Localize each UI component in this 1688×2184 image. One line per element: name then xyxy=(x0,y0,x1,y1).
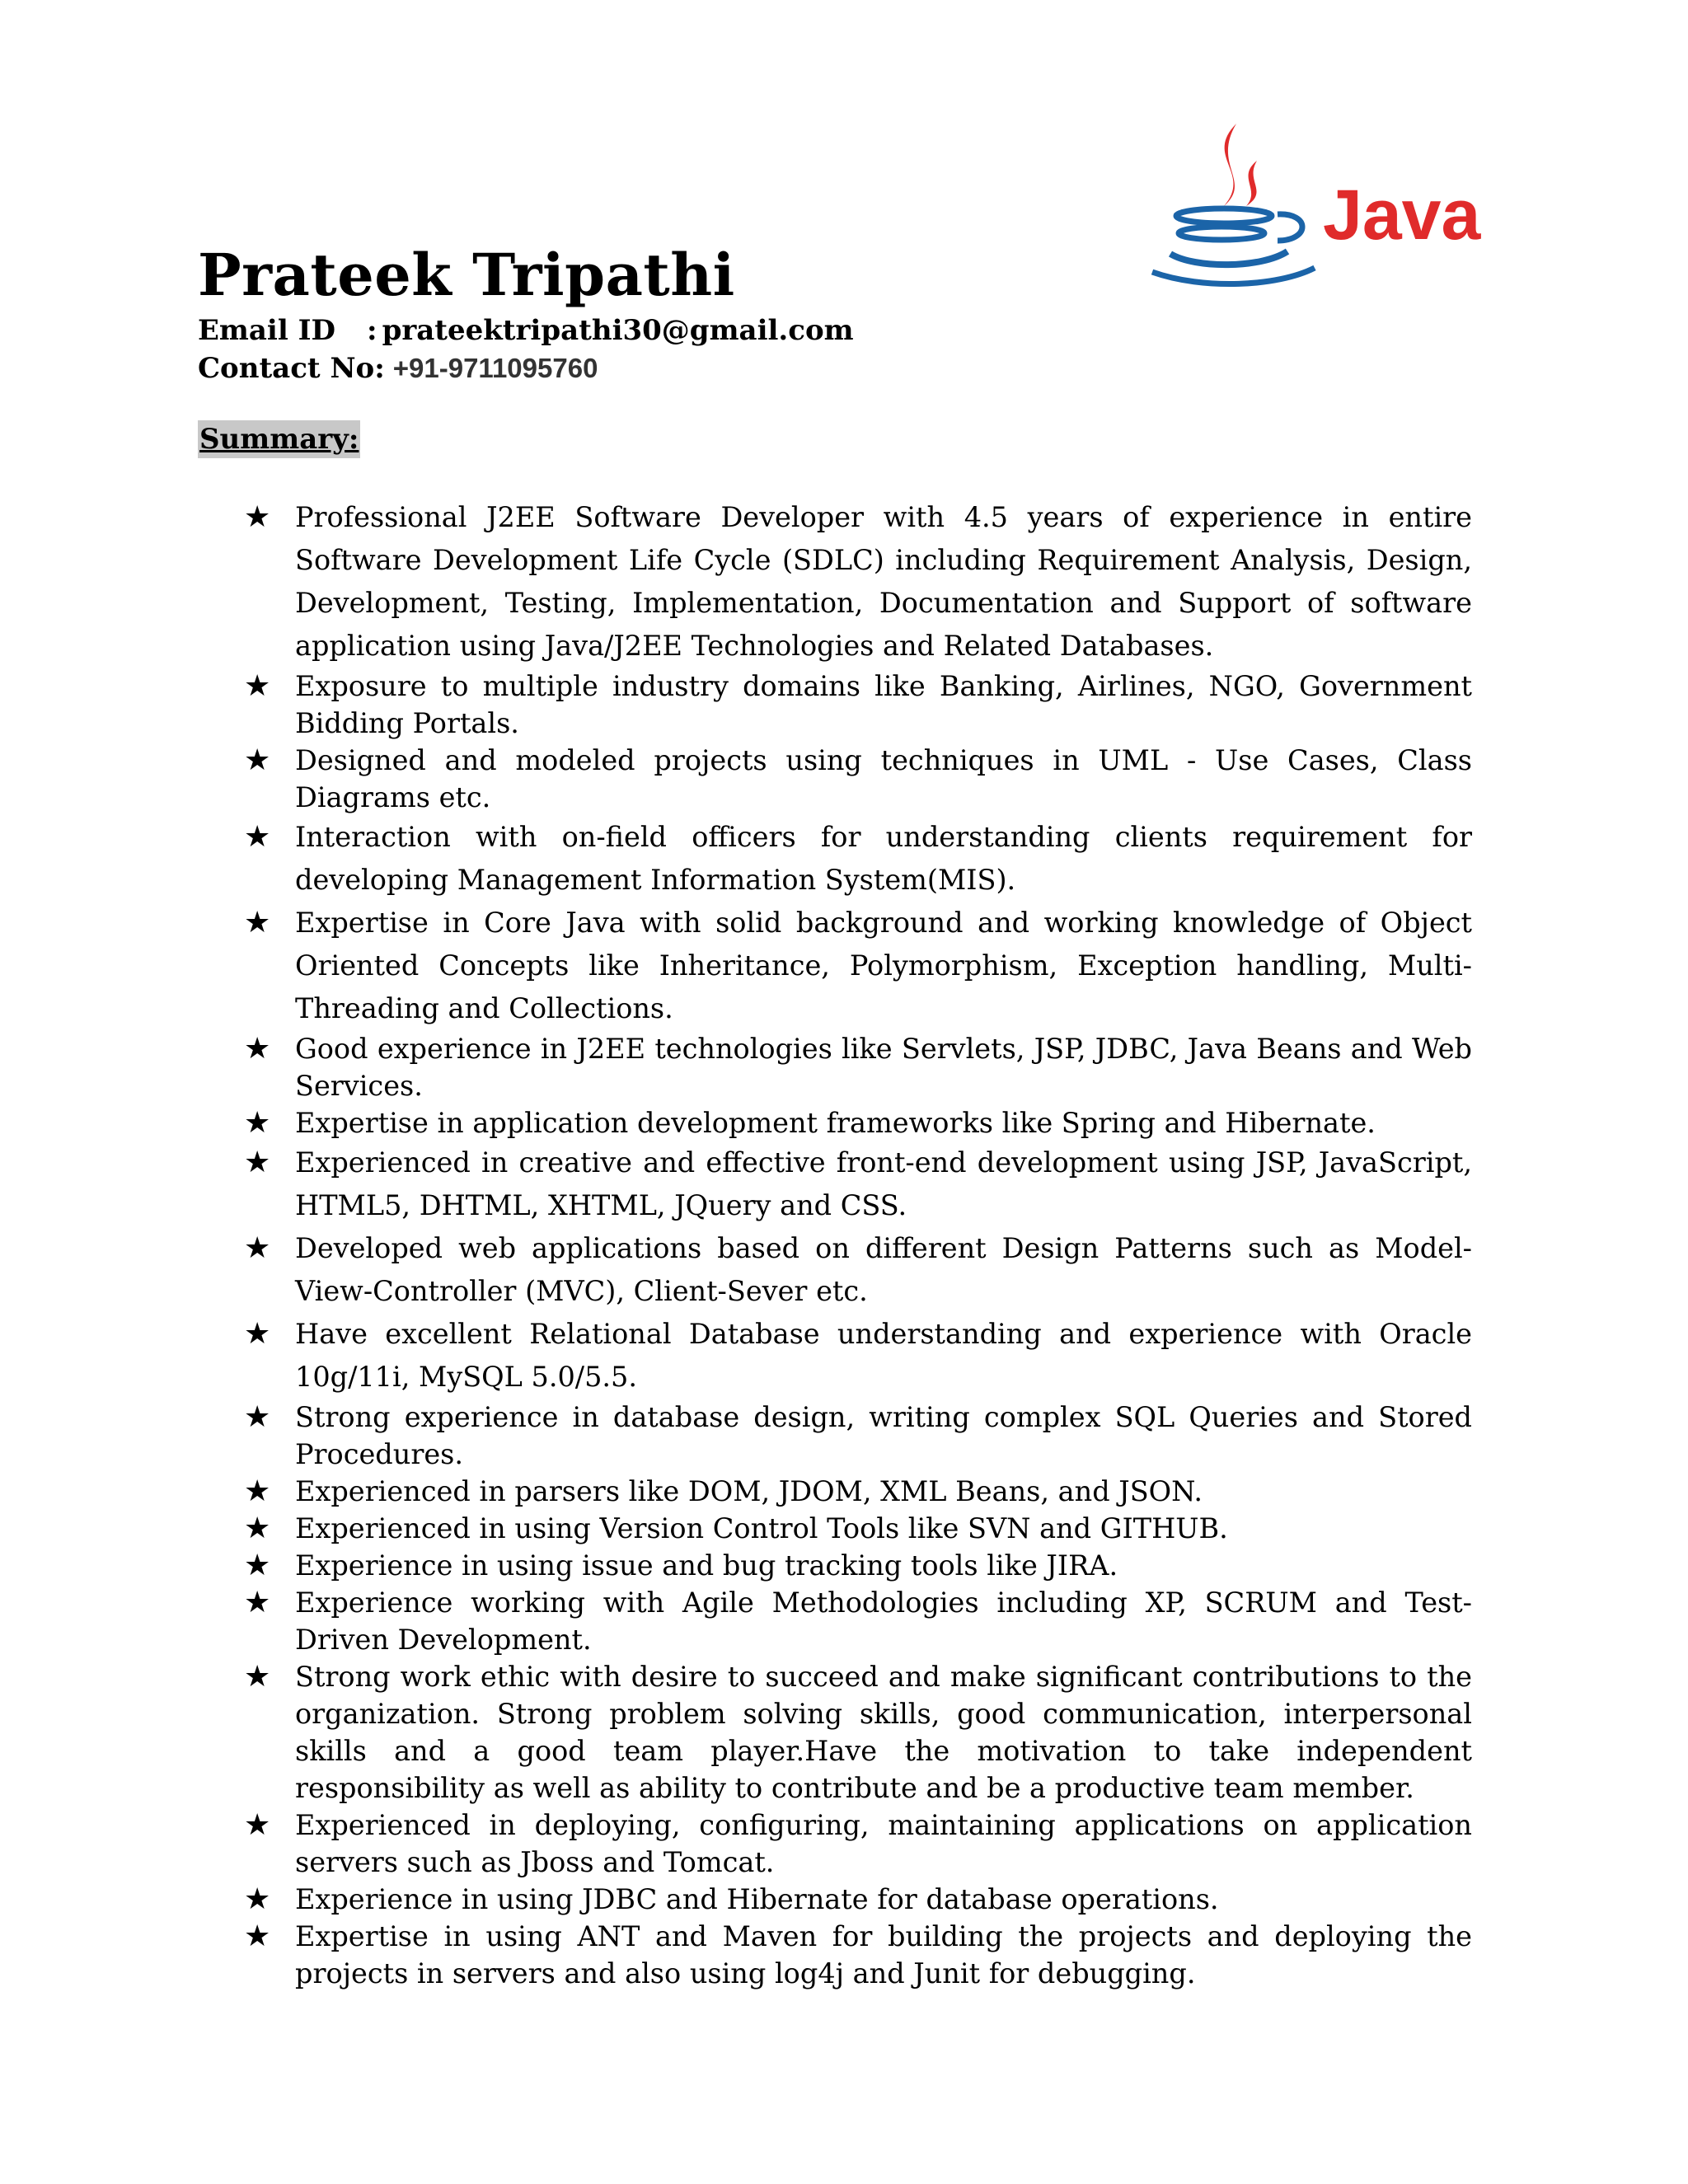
star-bullet-icon: ★ xyxy=(244,1032,271,1066)
list-item: ★ Good experience in J2EE technologies like Servlets, JSP, JDBC, Java Beans and Web Services. xyxy=(244,1032,1472,1102)
list-item: ★ Expertise in Core Java with solid background and working knowledge of Object Oriented Concepts like Inheritance, Polymorphism, Exception handling, Multi-Threading and Collections. xyxy=(244,902,1472,1030)
summary-list xyxy=(244,496,1472,1992)
list-item: ★ Expertise in using ANT and Maven for building the projects and deploying the projects in servers and also using log4j and Junit for debugging. xyxy=(244,1919,1472,1990)
email-value[interactable]: prateektripathi30@gmail.com xyxy=(382,314,854,347)
java-steam-icon xyxy=(1224,124,1236,206)
list-item: ★ Experienced in creative and effective front-end development using JSP, JavaScript, HTML5, DHTML, XHTML, JQuery and CSS. xyxy=(244,1141,1472,1227)
star-bullet-icon: ★ xyxy=(244,1586,271,1619)
list-item: ★ Exposure to multiple industry domains like Banking, Airlines, NGO, Government Bidding Portals. xyxy=(244,669,1472,739)
list-item: ★ Designed and modeled projects using techniques in UML - Use Cases, Class Diagrams etc. xyxy=(244,743,1472,813)
star-bullet-icon: ★ xyxy=(244,820,271,854)
list-item: ★ Professional J2EE Software Developer with 4.5 years of experience in entire Software Development Life Cycle (SDLC) including Requirement Analysis, Design, Development, Testing, Implementation, Documentation and Support of software application using Java/J2EE Technologies and Related Databases. xyxy=(244,496,1472,668)
list-item: ★ Strong work ethic with desire to succeed and make significant contributions to the organization. Strong problem solving skills, good communication, interpersonal skills and a good team player.Have the motivation to take independent responsibility as well as ability to contribute and be a productive team member. xyxy=(244,1660,1472,1804)
summary-heading: Summary: xyxy=(198,420,360,458)
star-bullet-icon: ★ xyxy=(244,1882,271,1916)
list-item: ★ Experience working with Agile Methodologies including XP, SCRUM and Test-Driven Development. xyxy=(244,1586,1472,1656)
star-bullet-icon: ★ xyxy=(244,1231,271,1265)
phone-line xyxy=(198,349,598,387)
email-separator: : xyxy=(367,314,377,347)
list-item: ★ Have excellent Relational Database understanding and experience with Oracle 10g/11i, MySQL 5.0/5.5. xyxy=(244,1313,1472,1399)
java-wordmark: Java xyxy=(1323,176,1481,255)
star-bullet-icon: ★ xyxy=(244,906,271,940)
list-item: ★ Experienced in using Version Control Tools like SVN and GITHUB. xyxy=(244,1511,1228,1545)
star-bullet-icon: ★ xyxy=(244,1511,271,1545)
list-item: ★ Experienced in parsers like DOM, JDOM, XML Beans, and JSON. xyxy=(244,1474,1203,1508)
star-bullet-icon: ★ xyxy=(244,1660,271,1694)
star-bullet-icon: ★ xyxy=(244,1400,271,1434)
list-item: ★ Strong experience in database design, writing complex SQL Queries and Stored Procedures. xyxy=(244,1400,1472,1470)
list-item: ★ Experience in using issue and bug tracking tools like JIRA. xyxy=(244,1549,1118,1582)
java-steam-small-icon xyxy=(1246,161,1257,206)
phone-value[interactable]: +91-9711095760 xyxy=(392,353,598,383)
star-bullet-icon: ★ xyxy=(244,669,271,703)
star-bullet-icon: ★ xyxy=(244,1549,271,1582)
star-bullet-icon: ★ xyxy=(244,1146,271,1179)
list-item: ★ Experience in using JDBC and Hibernate for database operations. xyxy=(244,1882,1219,1916)
email-line xyxy=(198,312,854,349)
email-label: Email ID xyxy=(198,314,335,347)
list-item: ★ Interaction with on-field officers for understanding clients requirement for developing Management Information System(MIS). xyxy=(244,816,1472,902)
list-item: ★ Developed web applications based on different Design Patterns such as Model-View-Controller (MVC), Client-Sever etc. xyxy=(244,1227,1472,1313)
star-bullet-icon: ★ xyxy=(244,1106,271,1140)
list-item: ★ Experienced in deploying, configuring, maintaining applications on application servers such as Jboss and Tomcat. xyxy=(244,1808,1472,1878)
star-bullet-icon: ★ xyxy=(244,1919,271,1953)
star-bullet-icon: ★ xyxy=(244,500,271,534)
star-bullet-icon: ★ xyxy=(244,1474,271,1508)
star-bullet-icon: ★ xyxy=(244,743,271,777)
star-bullet-icon: ★ xyxy=(244,1808,271,1842)
star-bullet-icon: ★ xyxy=(244,1317,271,1351)
candidate-name: Prateek Tripathi xyxy=(198,241,735,309)
list-item: ★ Expertise in application development frameworks like Spring and Hibernate. xyxy=(244,1106,1376,1140)
java-logo xyxy=(1146,115,1508,297)
phone-label: Contact No: xyxy=(198,352,385,385)
